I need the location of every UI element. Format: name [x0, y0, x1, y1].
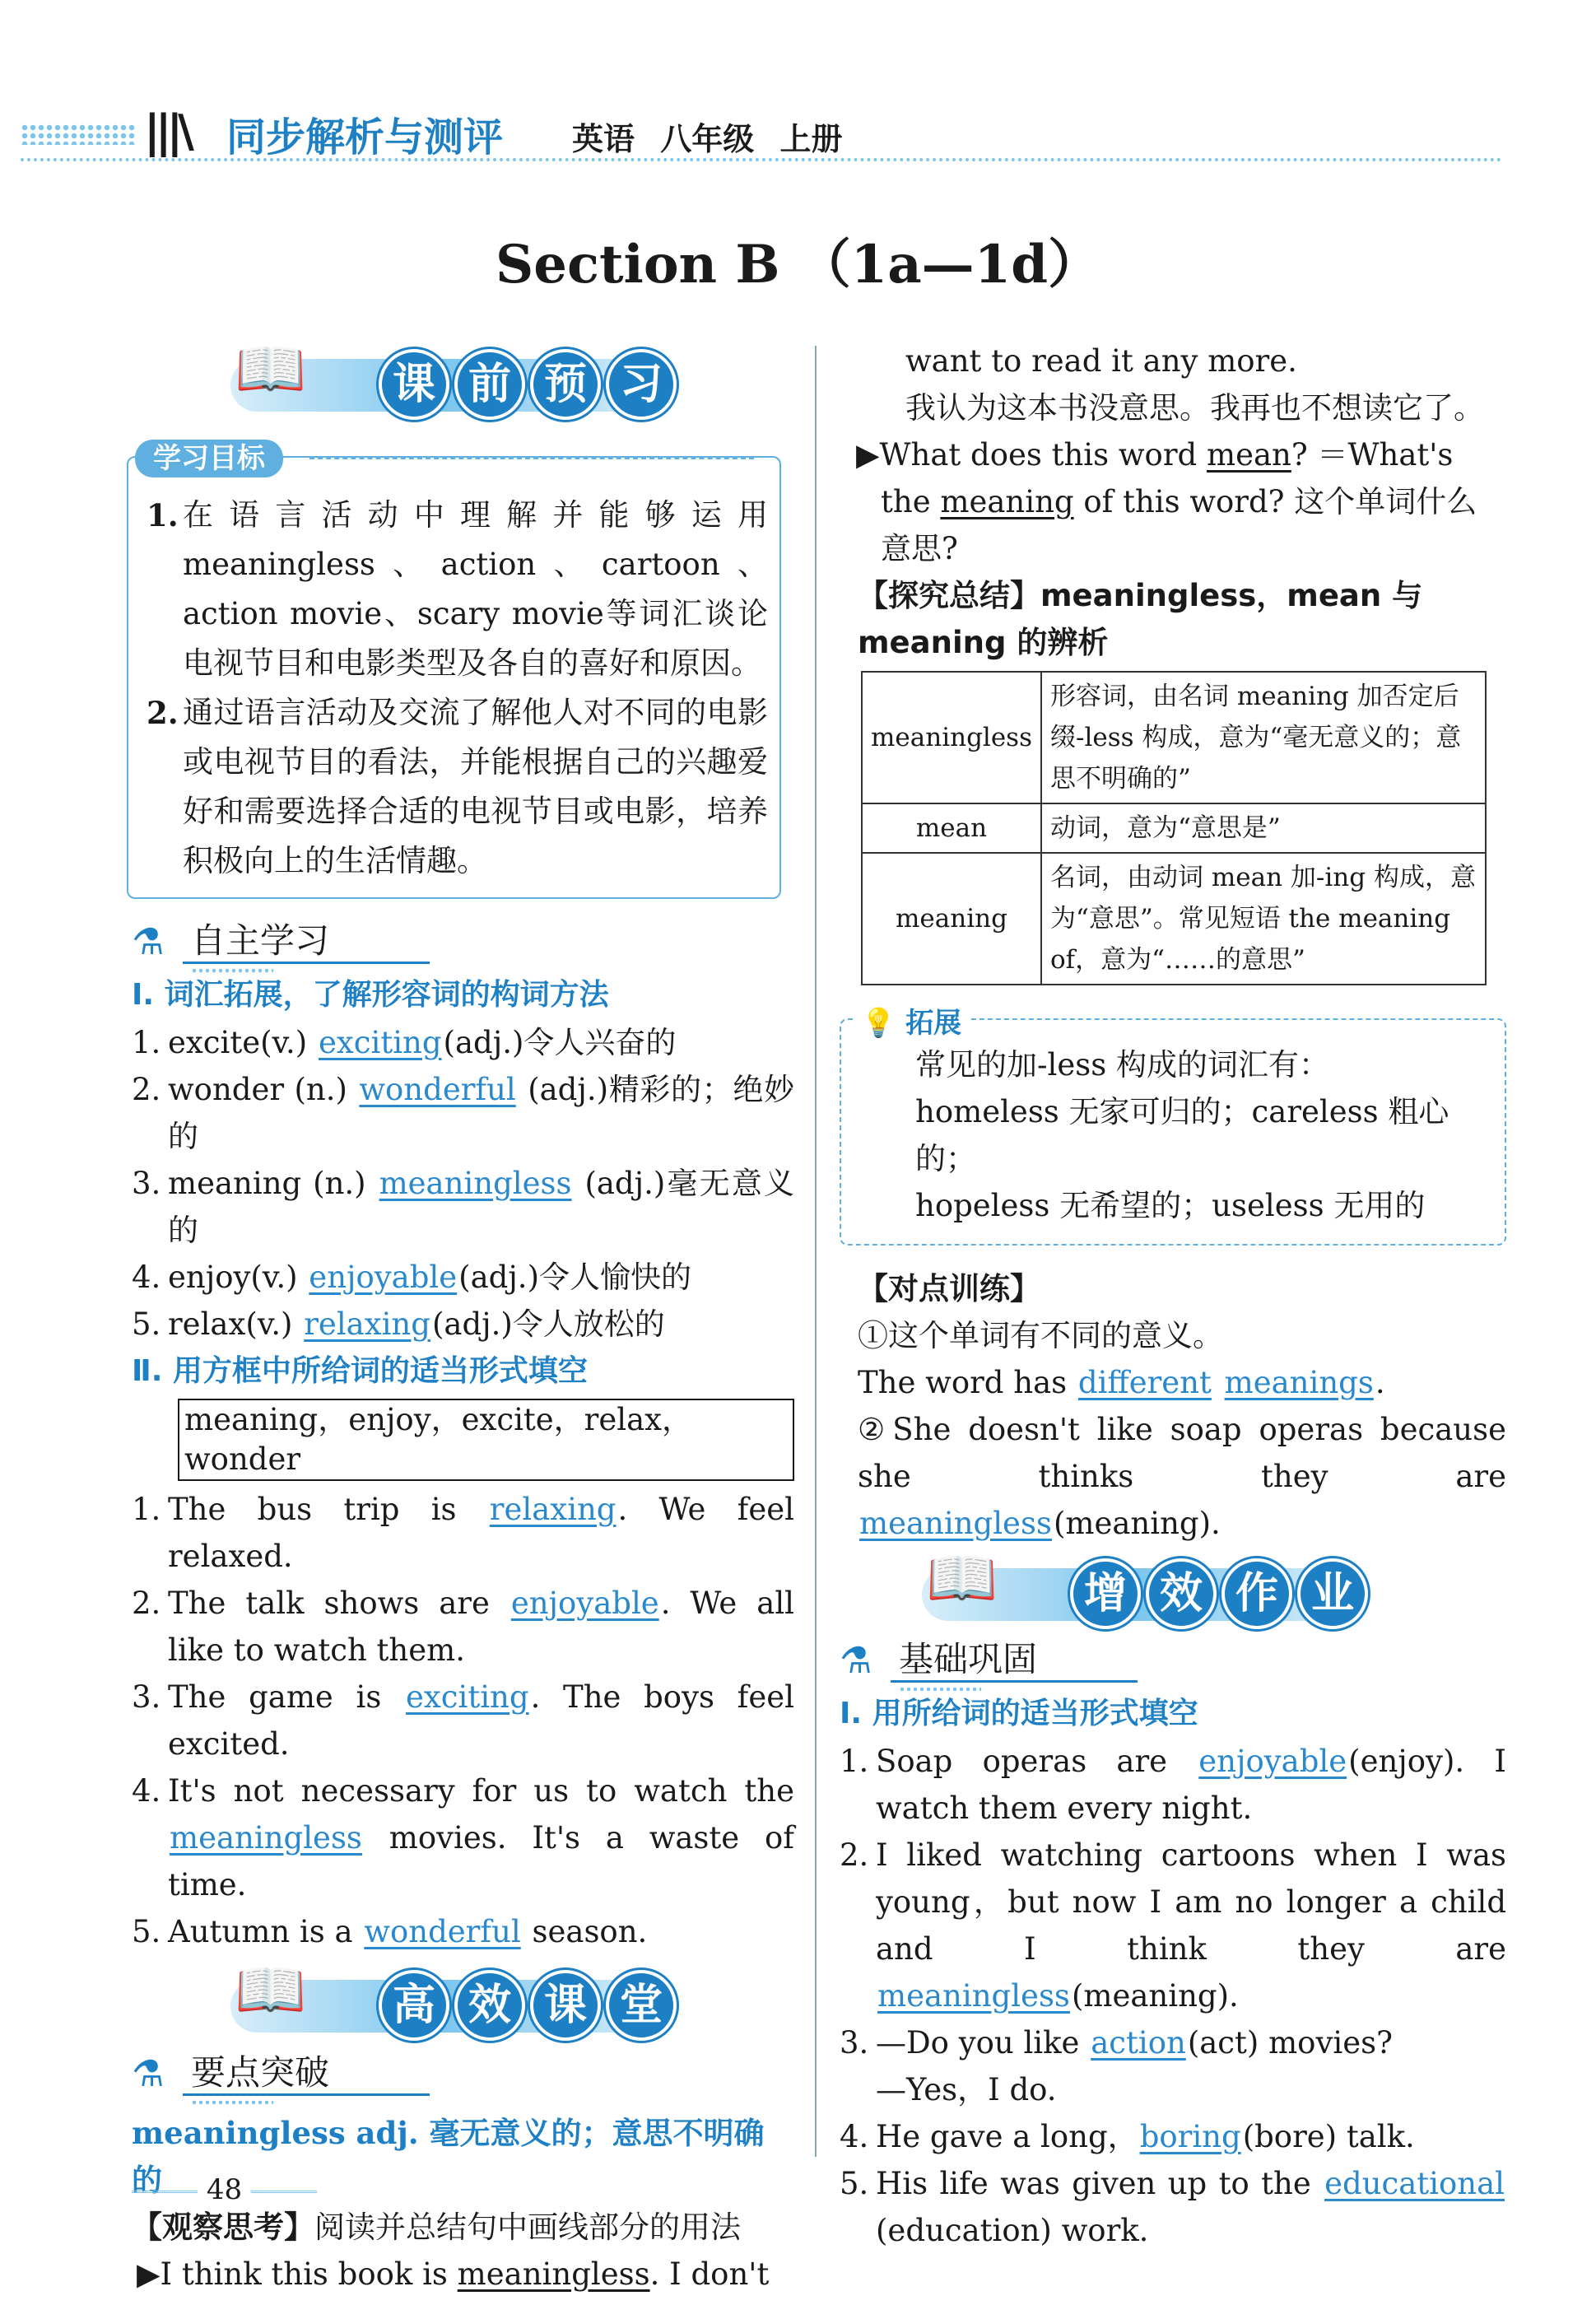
answer-blank: relaxing: [304, 1306, 430, 1342]
item-body: [876, 2066, 1506, 2113]
item-body: [168, 1767, 794, 1908]
underlined-word: meaning: [940, 484, 1074, 519]
item-text: meaning (n.): [168, 1166, 378, 1201]
goal-tag-line: [309, 458, 754, 459]
part2-list: [132, 1486, 794, 1955]
learning-goals-box: [127, 442, 781, 899]
table-row: [862, 853, 1486, 985]
goal-item: [147, 491, 768, 688]
training-text: The word has: [858, 1365, 1077, 1400]
item-text: (enjoy). I watch them every night.: [876, 1744, 1506, 1826]
extension-box: [840, 1007, 1506, 1246]
item-text: (adj.)令人兴奋的: [443, 1025, 677, 1060]
item-text: (bore) talk.: [1242, 2119, 1415, 2154]
item-text: He gave a long，: [876, 2119, 1138, 2154]
item-text: Soap operas are: [876, 1744, 1198, 1779]
table-word-cell: mean: [862, 803, 1041, 853]
answer-blank: enjoyable: [309, 1260, 458, 1295]
item-number: [840, 2066, 876, 2113]
answer-blank: wonderful: [359, 1072, 516, 1107]
underlined-word: mean: [1206, 437, 1291, 473]
list-item: [132, 1254, 794, 1301]
banner-char: 高: [379, 1970, 449, 2041]
list-item: [132, 1580, 794, 1674]
banner-char: 习: [606, 349, 677, 420]
example-sentence-2: [840, 431, 1506, 572]
list-item: [840, 1738, 1506, 1832]
item-text: enjoy(v.): [168, 1260, 308, 1295]
answer-blank: meanings: [1224, 1365, 1374, 1400]
item-text: . The boys feel excited.: [168, 1679, 794, 1762]
item-number: 5.: [132, 1306, 161, 1342]
item-text: (act) movies?: [1187, 2025, 1393, 2061]
item-text: (adj.)毫无意义的: [168, 1166, 795, 1248]
list-item: [840, 2113, 1506, 2160]
item-text: It's not necessary for us to watch the: [168, 1773, 794, 1809]
key-point-heading: meaningless adj. 毫无意义的；意思不明确的: [132, 2115, 765, 2198]
item-text: —Yes，I do.: [876, 2072, 1057, 2107]
item-text: relax(v.): [168, 1306, 303, 1342]
list-item: [132, 1066, 794, 1160]
item-text: . We all like to watch them.: [168, 1586, 795, 1668]
item-body: [168, 1254, 794, 1301]
table-definition-cell: 动词，意为“意思是”: [1041, 803, 1486, 853]
item-text: (education) work.: [876, 2213, 1149, 2248]
extension-tag-text: 拓展: [905, 1007, 962, 1040]
example-continuation: want to read it any more.: [905, 343, 1297, 379]
subheading-dots: [899, 1687, 981, 1692]
subheading-text: 基础巩固: [899, 1639, 1038, 1679]
table-word-cell: meaning: [862, 853, 1041, 985]
item-text: . We feel relaxed.: [168, 1492, 794, 1574]
item-number: 5.: [840, 2166, 869, 2201]
brand-title: 同步解析与测评: [226, 114, 504, 161]
example-translation: 我认为这本书没意思。我再也不想读它了。: [905, 390, 1484, 426]
subheading-line: [183, 2093, 430, 2096]
subject-label: 英语 八年级 上册: [572, 121, 843, 157]
subheading-key-points: [132, 2046, 794, 2103]
item-text: His life was given up to the: [876, 2166, 1324, 2201]
item-text: movies. It's a waste of time.: [168, 1820, 794, 1902]
subheading-line: [891, 1680, 1138, 1683]
banner-text: [379, 1970, 677, 2041]
extension-line: hopeless 无希望的；useless 无用的: [915, 1188, 1426, 1223]
banner-char: 增: [1070, 1558, 1141, 1629]
item-text: Autumn is a: [168, 1914, 363, 1949]
item-body: [168, 1301, 794, 1348]
open-book-icon: 📖: [235, 1956, 307, 2023]
column-divider: [815, 346, 817, 2157]
subheading-text: 自主学习: [191, 920, 330, 961]
homework-part-title: Ⅰ. 用所给词的适当形式填空: [840, 1697, 1198, 1730]
item-number: 1.: [132, 1025, 161, 1060]
training-text: .: [1375, 1365, 1385, 1400]
part1-title: Ⅰ. 词汇拓展，了解形容词的构词方法: [132, 978, 609, 1012]
answer-blank: relaxing: [489, 1492, 617, 1527]
subheading-dots: [191, 2100, 273, 2105]
list-item: [132, 1486, 794, 1580]
observe-text: 阅读并总结句中画线部分的用法: [314, 2210, 741, 2245]
banner-char: 前: [454, 349, 525, 420]
item-text: wonder (n.): [168, 1072, 358, 1107]
list-item: [840, 2066, 1506, 2113]
item-text: The talk shows are: [168, 1586, 510, 1621]
item-text: (adj.)精彩的；绝妙的: [168, 1072, 795, 1154]
answer-blank: enjoyable: [1198, 1744, 1347, 1779]
item-number: 3.: [840, 2025, 869, 2061]
training-answer-1: [840, 1359, 1506, 1406]
banner-char: 业: [1297, 1558, 1368, 1629]
subheading-self-study: [132, 914, 794, 971]
item-body: [876, 2019, 1506, 2066]
answer-blank: action: [1091, 2025, 1186, 2061]
training-text: ②She doesn't like soap operas because she thinks they are: [858, 1412, 1506, 1494]
extension-line: 常见的加-less 构成的词汇有：: [915, 1047, 1329, 1083]
summary-heading: [840, 572, 1506, 666]
item-text: excite(v.): [168, 1025, 317, 1060]
item-number: 3.: [132, 1166, 161, 1201]
item-body: [168, 1908, 794, 1955]
open-book-icon: 📖: [926, 1544, 998, 1612]
item-body: [876, 2113, 1506, 2160]
answer-blank: exciting: [406, 1679, 529, 1715]
item-number: 3.: [132, 1679, 161, 1715]
list-item: [132, 1160, 794, 1254]
item-text: —Do you like: [876, 2025, 1090, 2061]
underlined-word: meaningless: [457, 2256, 650, 2292]
example-text: ▶What does this word: [856, 437, 1207, 473]
item-text: season.: [522, 1914, 648, 1949]
item-text: The game is: [168, 1679, 405, 1715]
goal-number: 1.: [147, 497, 179, 533]
list-item: [840, 2019, 1506, 2066]
table-word-cell: meaningless: [862, 672, 1041, 803]
part1-list: [132, 1019, 794, 1348]
table-definition-cell: 形容词，由名词 meaning 加否定后缀-less 构成，意为“毫无意义的；意思不明确的”: [1041, 672, 1486, 803]
training-text: (meaning).: [1053, 1506, 1221, 1541]
page-number-rule: [132, 2191, 198, 2193]
item-text: (meaning).: [1071, 1978, 1239, 2014]
flask-icon: ⚗: [840, 1640, 872, 1682]
books-icon: |||\: [144, 105, 189, 157]
item-body: [168, 1019, 794, 1066]
item-number: 2.: [840, 1837, 869, 1873]
table-row: [862, 672, 1486, 803]
example-text: ▶I think this book is: [137, 2256, 458, 2292]
summary-label: 【探究总结】: [858, 578, 1040, 613]
item-number: 1.: [840, 1744, 869, 1779]
section-title: Section B （1a—1d）: [496, 234, 1100, 296]
comparison-table: [861, 671, 1487, 985]
flask-icon: ⚗: [132, 2053, 165, 2095]
list-item: [132, 1301, 794, 1348]
open-book-icon: 📖: [235, 335, 307, 403]
banner-char: 效: [454, 1970, 525, 2041]
lightbulb-icon: 💡: [861, 1007, 896, 1040]
item-text: (adj.)令人放松的: [431, 1306, 665, 1342]
list-item: [132, 1908, 794, 1955]
subheading-line: [183, 962, 430, 964]
item-body: [168, 1160, 794, 1254]
banner-homework: [840, 1544, 1506, 1629]
item-text: (adj.)令人愉快的: [458, 1260, 692, 1295]
training-question-2: [840, 1406, 1506, 1547]
page-header: [21, 99, 1502, 165]
item-text: The bus trip is: [168, 1492, 488, 1527]
item-body: [876, 2160, 1506, 2254]
banner-char: 堂: [606, 1970, 677, 2041]
item-text: I liked watching cartoons when I was young，but now I am no longer a child and I think they are: [876, 1837, 1506, 1967]
goal-text: 通过语言活动及交流了解他人对不同的电影或电视节目的看法，并能根据自己的兴趣爱好和需要选择合适的电视节目或电影，培养积极向上的生活情趣。: [183, 695, 768, 878]
summary-text: meaningless，mean 与 meaning 的辨析: [858, 578, 1423, 660]
banner-text: [379, 349, 677, 420]
learning-goals-tag: 学习目标: [135, 440, 283, 477]
banner-char: 作: [1221, 1558, 1292, 1629]
answer-blank: meaningless: [877, 1978, 1070, 2014]
banner-char: 课: [530, 1970, 601, 2041]
list-item: [840, 2160, 1506, 2254]
answer-blank: meaningless: [170, 1820, 362, 1856]
item-number: 2.: [132, 1072, 161, 1107]
answer-blank: boring: [1139, 2119, 1241, 2154]
answer-blank: meaningless: [859, 1506, 1052, 1541]
banner-preview: [132, 335, 794, 428]
word-box: meaning，enjoy，excite，relax，wonder: [178, 1399, 794, 1481]
banner-text: [1070, 1558, 1368, 1629]
list-item: [132, 1767, 794, 1908]
banner-char: 效: [1146, 1558, 1217, 1629]
item-body: [168, 1580, 794, 1674]
answer-blank: meaningless: [379, 1166, 572, 1201]
item-body: [168, 1486, 794, 1580]
subheading-text: 要点突破: [191, 2052, 330, 2093]
subheading-basics: [840, 1632, 1506, 1690]
answer-blank: exciting: [319, 1025, 442, 1060]
subheading-dots: [191, 968, 273, 973]
item-number: 4.: [840, 2119, 869, 2154]
example-text: ? ＝What's the: [881, 437, 1454, 519]
banner-classroom: [132, 1958, 794, 2041]
example-text: of this word? 这个单词什么意思?: [881, 484, 1477, 566]
header-divider: [21, 158, 1502, 161]
answer-blank: educational: [1324, 2166, 1505, 2201]
item-number: 4.: [132, 1773, 161, 1809]
page-number-rule: [251, 2191, 317, 2193]
table-row: [862, 803, 1486, 853]
example-text: . I don't: [649, 2256, 770, 2292]
answer-blank: enjoyable: [510, 1586, 659, 1621]
item-body: [876, 1832, 1506, 2019]
page-number: [132, 2173, 317, 2206]
item-number: 2.: [132, 1586, 161, 1621]
flask-icon: ⚗: [132, 921, 165, 963]
banner-char: 课: [379, 349, 449, 420]
answer-blank: different: [1077, 1365, 1212, 1400]
goal-number: 2.: [147, 695, 179, 731]
extension-tag: [853, 1000, 970, 1047]
banner-char: 预: [530, 349, 601, 420]
goal-text: 在语言活动中理解并能够运用meaningless、action、cartoon、action movie、scary movie等词汇谈论电视节目和电影类型及各自的喜好和原因。: [183, 497, 768, 681]
answer-blank: wonderful: [364, 1914, 521, 1949]
list-item: [132, 1019, 794, 1066]
right-column: [840, 338, 1506, 2254]
table-definition-cell: 名词，由动词 mean 加-ing 构成，意为“意思”。常见短语 the meaning of，意为“……的意思”: [1041, 853, 1486, 985]
item-body: [876, 1738, 1506, 1832]
left-column: [132, 335, 795, 2298]
observe-label: 【观察思考】: [132, 2210, 314, 2245]
extension-line: homeless 无家可归的；careless 粗心的；: [915, 1094, 1449, 1176]
list-item: [132, 1674, 794, 1767]
homework-list: [840, 1738, 1506, 2254]
page-number-text: 48: [206, 2173, 243, 2206]
list-item: [840, 1832, 1506, 2019]
item-number: 1.: [132, 1492, 161, 1527]
training-label: 【对点训练】: [858, 1271, 1040, 1306]
item-number: 4.: [132, 1260, 161, 1295]
header-dots: [21, 123, 136, 145]
observe-line: [132, 2204, 794, 2251]
item-body: [168, 1066, 794, 1160]
item-number: 5.: [132, 1914, 161, 1949]
goal-item: [147, 688, 768, 886]
item-body: [168, 1674, 794, 1767]
part2-title: Ⅱ. 用方框中所给词的适当形式填空: [132, 1354, 588, 1388]
example-sentence-1: [132, 2251, 794, 2298]
training-question-1: ①这个单词有不同的意义。: [858, 1318, 1223, 1353]
